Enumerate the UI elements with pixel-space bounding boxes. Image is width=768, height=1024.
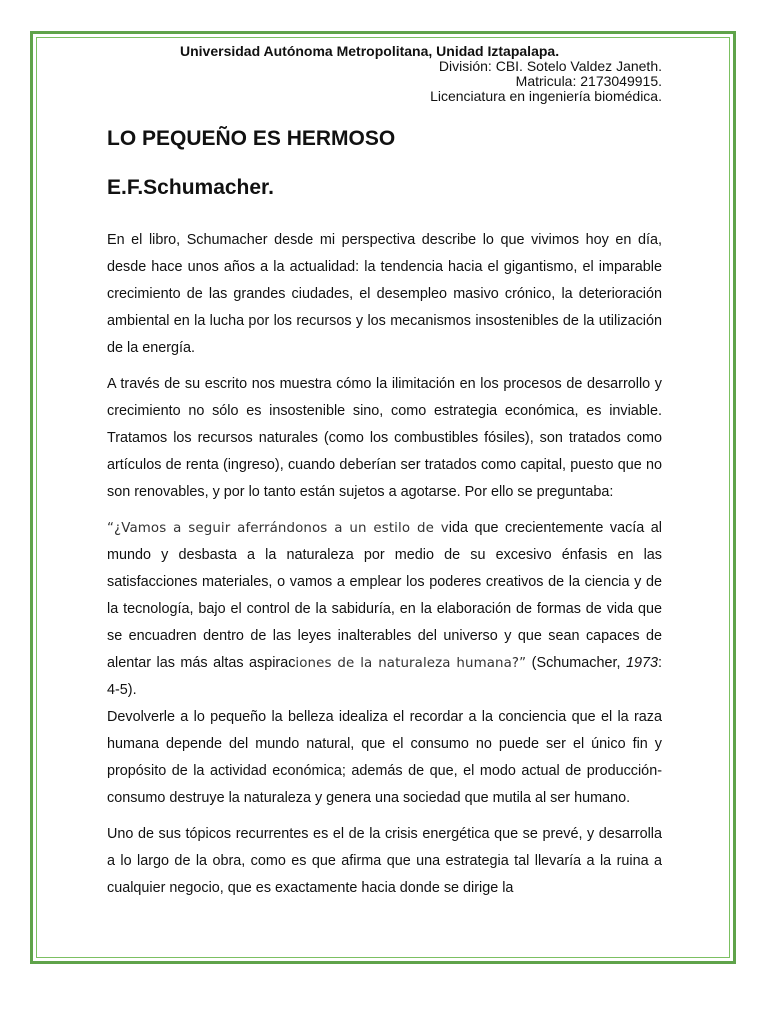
paragraph-3-quote [107, 515, 662, 704]
document-title: LO PEQUEÑO ES HERMOSO [107, 127, 396, 150]
paragraph-4: Devolverle a lo pequeño la belleza idealiza el recordar a la conciencia que el la raza humana depende del mundo natural, que el consumo no puede ser el único fin y propósito de la actividad económica; además de que, el modo actual de producción-consumo destruye la naturaleza y genera una sociedad que mutila al ser humano. [107, 709, 662, 806]
quote-opening: “¿Vamos a seguir aferrándonos a un estilo de v [107, 521, 449, 536]
quote-body: ida que crecientemente vacía al mundo y desbasta a la naturaleza por medio de su excesivo énfasis en las satisfacciones materiales, o vamos a emplear los poderes creativos de la ciencia y de la tecnología, bajo el control de la sabiduría, en la elaboración de formas de vida que se encuadren dentro de las leyes inalterables del universo y que sean capaces de alentar las más altas aspirac [107, 520, 662, 671]
paragraph-1: En el libro, Schumacher desde mi perspectiva describe lo que vivimos hoy en día, desde hace unos años a la actualidad: la tendencia hacia el gigantismo, el imparable crecimiento de las grandes ciudades, el desempleo masivo crónico, la deterioración ambiental en la lucha por los recursos y los mecanismos insostenibles de la utilización de la energía. [107, 232, 662, 356]
university-name: Universidad Autónoma Metropolitana, Unidad Iztapalapa. [180, 43, 560, 59]
licenciatura-line: Licenciatura en ingeniería biomédica. [430, 88, 662, 104]
citation-suffix: : 4-5). [107, 655, 662, 698]
citation-year: 1973 [625, 655, 658, 671]
quote-closing: iones de la naturaleza humana?” [295, 656, 527, 671]
division-line: División: CBI. Sotelo Valdez Janeth. [438, 58, 662, 74]
paragraph-5: Uno de sus tópicos recurrentes es el de la crisis energética que se prevé, y desarrolla a lo largo de la obra, como es que afirma que una estrategia tal llevaría a la ruina a cualquier negocio, que es exactamente hacia donde se dirige la [107, 826, 662, 896]
citation-prefix: (Schumacher, [526, 655, 626, 671]
document-page [107, 44, 662, 902]
document-author: E.F.Schumacher. [107, 176, 274, 199]
matricula-line: Matricula: 2173049915. [515, 73, 662, 89]
paragraph-2: A través de su escrito nos muestra cómo la ilimitación en los procesos de desarrollo y crecimiento no sólo es insostenible sino, como estrategia económica, es inviable. Tratamos los recursos naturales (como los combustibles fósiles), son tratados como artículos de renta (ingreso), cuando deberían ser tratados como capital, puesto que no son renovables, y por lo tanto están sujetos a agotarse. Por ello se preguntaba: [107, 376, 662, 500]
